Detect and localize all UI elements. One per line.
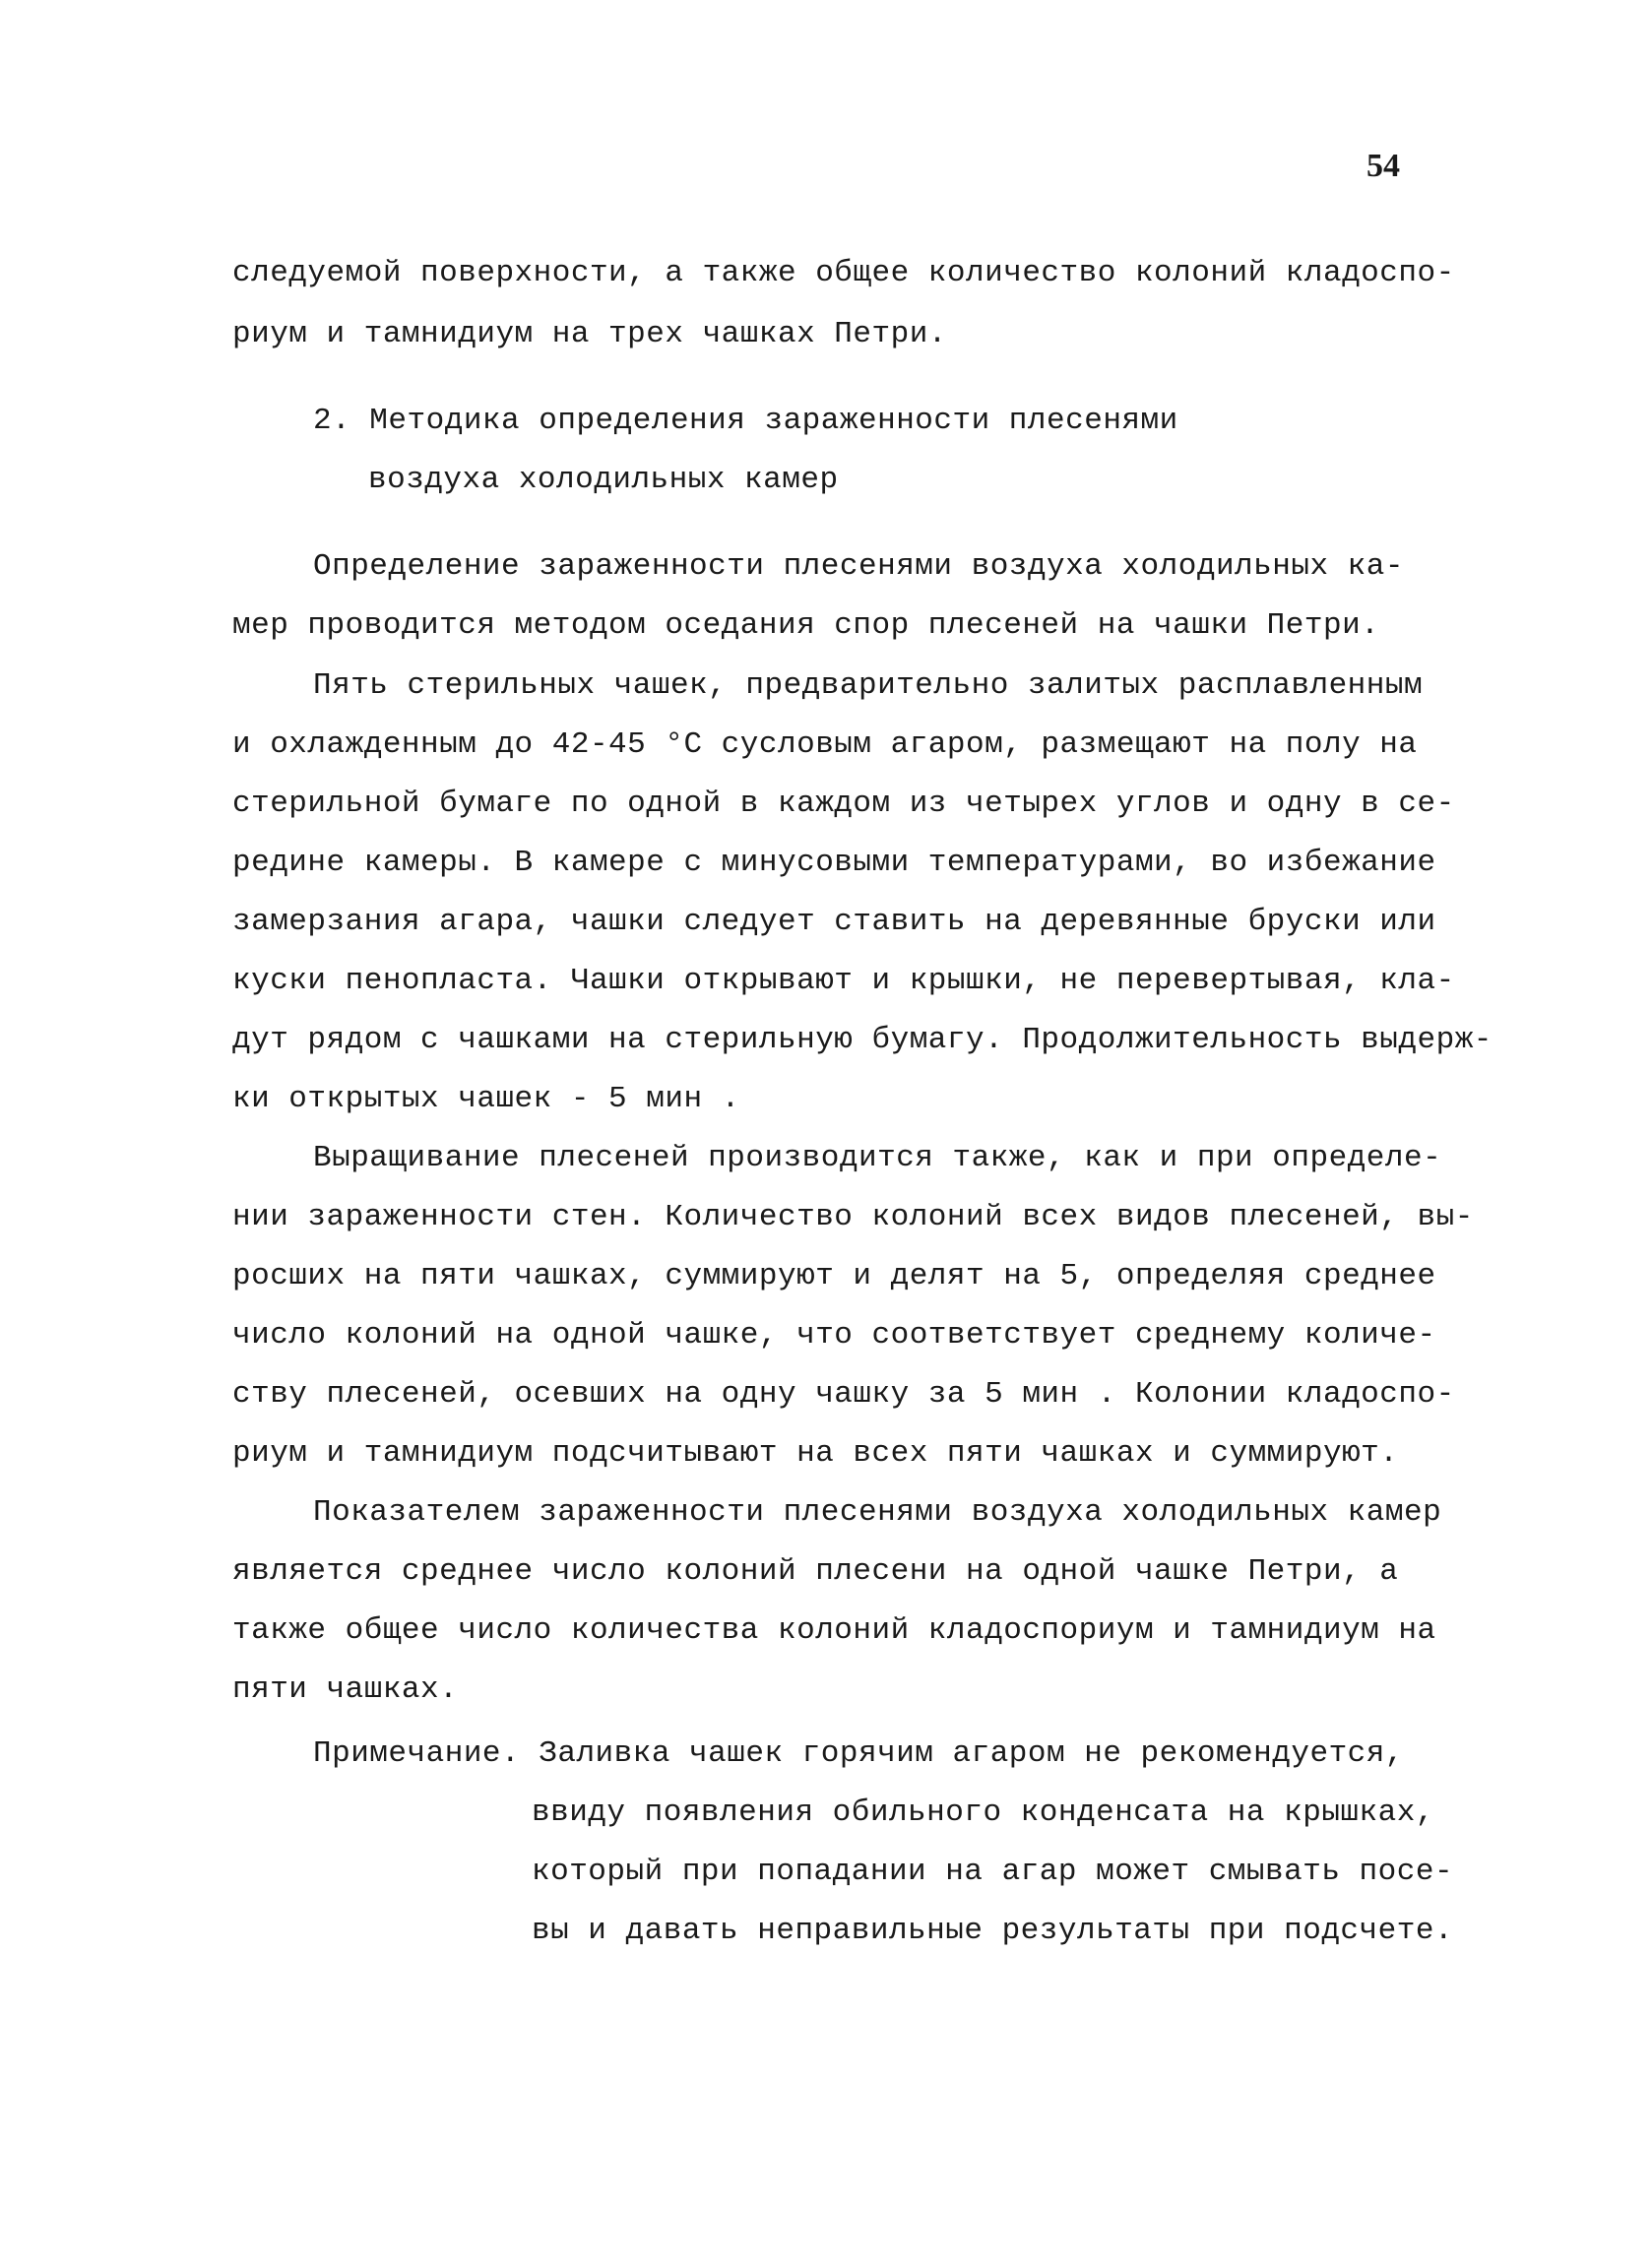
text-line: следуемой поверхности, а также общее количество колоний кладоспо- bbox=[232, 256, 1455, 290]
note-line: вы и давать неправильные результаты при подсчете. bbox=[532, 1914, 1454, 1948]
text-line: также общее число количества колоний кладоспориум и тамнидиум на bbox=[232, 1613, 1436, 1648]
text-line: пяти чашках. bbox=[232, 1672, 459, 1707]
text-line: замерзания агара, чашки следует ставить на деревянные бруски или bbox=[232, 905, 1436, 939]
note-line: который при попадании на агар может смывать посе- bbox=[532, 1855, 1454, 1889]
text-line: нии зараженности стен. Количество колоний всех видов плесеней, вы- bbox=[232, 1200, 1474, 1234]
page-number: 54 bbox=[1366, 148, 1400, 184]
text-line: Выращивание плесеней производится также, как и при определе- bbox=[313, 1141, 1442, 1175]
section-heading: 2. Методика определения зараженности плесенями bbox=[313, 404, 1178, 438]
note-line: ввиду появления обильного конденсата на крышках, bbox=[532, 1796, 1434, 1830]
text-line: куски пенопласта. Чашки открывают и крышки, не перевертывая, кла- bbox=[232, 964, 1455, 998]
text-line: редине камеры. В камере с минусовыми температурами, во избежание bbox=[232, 846, 1436, 880]
text-line: стерильной бумаге по одной в каждом из четырех углов и одну в се- bbox=[232, 787, 1455, 821]
text-line: Пять стерильных чашек, предварительно залитых расплавленным bbox=[313, 668, 1424, 703]
text-line: риум и тамнидиум на трех чашках Петри. bbox=[232, 317, 947, 351]
text-line: является среднее число колоний плесени на одной чашке Петри, а bbox=[232, 1554, 1399, 1589]
text-line: росших на пяти чашках, суммируют и делят на 5, определяя среднее bbox=[232, 1259, 1436, 1293]
text-line: Определение зараженности плесенями воздуха холодильных ка- bbox=[313, 549, 1404, 584]
text-line: дут рядом с чашками на стерильную бумагу. Продолжительность выдерж- bbox=[232, 1023, 1493, 1057]
text-line: ки открытых чашек - 5 мин . bbox=[232, 1082, 740, 1116]
text-line: ству плесеней, осевших на одну чашку за 5 мин . Колонии кладоспо- bbox=[232, 1377, 1455, 1412]
text-line: и охлажденным до 42-45 °C сусловым агаром, размещают на полу на bbox=[232, 727, 1418, 762]
text-line: число колоний на одной чашке, что соответствует среднему количе- bbox=[232, 1318, 1436, 1353]
text-line: Показателем зараженности плесенями воздуха холодильных камер bbox=[313, 1495, 1442, 1530]
text-line: риум и тамнидиум подсчитывают на всех пяти чашках и суммируют. bbox=[232, 1436, 1399, 1471]
text-line: мер проводится методом оседания спор плесеней на чашки Петри. bbox=[232, 608, 1380, 643]
section-heading: воздуха холодильных камер bbox=[368, 463, 839, 497]
note-line: Примечание. Заливка чашек горячим агаром не рекомендуется, bbox=[313, 1736, 1404, 1771]
